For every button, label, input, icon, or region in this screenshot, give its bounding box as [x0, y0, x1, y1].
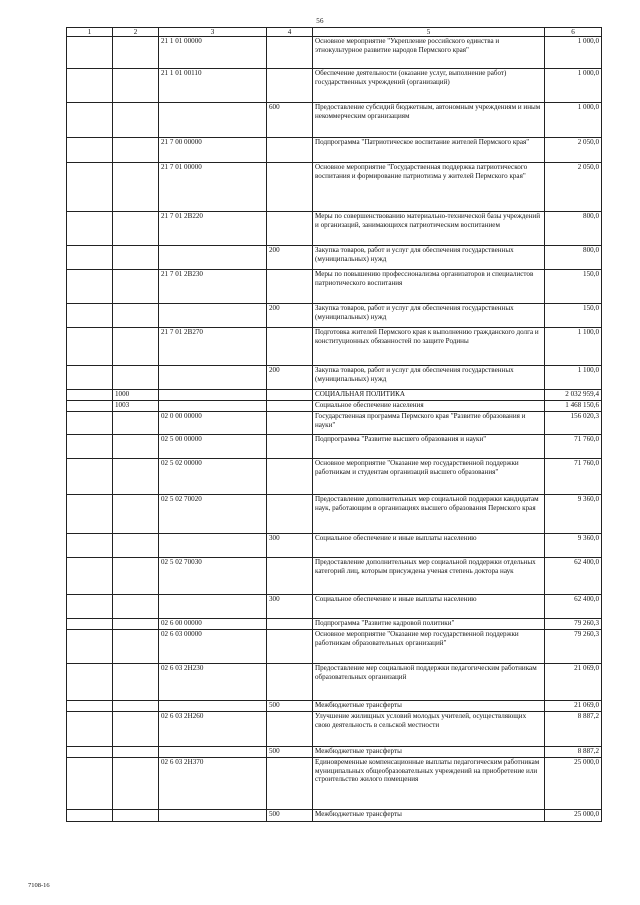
column-header-4: 4 [267, 28, 313, 37]
subsection-code-cell [113, 747, 159, 758]
expense-type-code-cell [267, 390, 313, 401]
amount-cell: 1 100,0 [545, 366, 602, 390]
amount-cell: 2 050,0 [545, 138, 602, 163]
subsection-code-cell [113, 534, 159, 558]
amount-cell: 21 069,0 [545, 701, 602, 712]
target-article-code-cell [159, 390, 267, 401]
table-row [67, 747, 602, 758]
section-code-cell [67, 664, 113, 701]
target-article-code-cell: 21 7 01 2В230 [159, 270, 267, 304]
expense-name-cell: Социальное обеспечение и иные выплаты населению [313, 534, 545, 558]
expense-type-code-cell [267, 435, 313, 459]
amount-cell: 79 260,3 [545, 619, 602, 630]
table-row [67, 270, 602, 304]
expense-type-code-cell [267, 630, 313, 664]
subsection-code-cell [113, 558, 159, 595]
table-row [67, 664, 602, 701]
subsection-code-cell [113, 459, 159, 495]
section-code-cell [67, 435, 113, 459]
subsection-code-cell [113, 366, 159, 390]
section-code-cell [67, 595, 113, 619]
target-article-code-cell: 02 6 00 00000 [159, 619, 267, 630]
section-code-cell [67, 712, 113, 747]
expense-type-code-cell [267, 212, 313, 246]
expense-name-cell: Подготовка жителей Пермского края к выполнению гражданского долга и конституционных обязанностей по защите Родины [313, 328, 545, 366]
subsection-code-cell [113, 412, 159, 435]
amount-cell: 9 360,0 [545, 534, 602, 558]
section-code-cell [67, 747, 113, 758]
expense-name-cell: Подпрограмма "Патриотическое воспитание жителей Пермского края" [313, 138, 545, 163]
subsection-code-cell: 1000 [113, 390, 159, 401]
section-code-cell [67, 619, 113, 630]
expense-name-cell: Социальное обеспечение населения [313, 401, 545, 412]
table-row [67, 37, 602, 69]
table-row [67, 435, 602, 459]
table-row [67, 401, 602, 412]
amount-cell: 62 400,0 [545, 558, 602, 595]
table-row [67, 701, 602, 712]
amount-cell: 1 468 150,6 [545, 401, 602, 412]
table-row [67, 495, 602, 534]
column-header-3: 3 [159, 28, 267, 37]
target-article-code-cell: 21 7 00 00000 [159, 138, 267, 163]
amount-cell: 79 260,3 [545, 630, 602, 664]
expense-name-cell: Закупка товаров, работ и услуг для обеспечения государственных (муниципальных) нужд [313, 304, 545, 328]
table-row [67, 810, 602, 822]
expense-name-cell: Закупка товаров, работ и услуг для обеспечения государственных (муниципальных) нужд [313, 366, 545, 390]
section-code-cell [67, 246, 113, 270]
target-article-code-cell: 21 1 01 00000 [159, 37, 267, 69]
table-row [67, 69, 602, 103]
subsection-code-cell [113, 138, 159, 163]
column-header-5: 5 [313, 28, 545, 37]
target-article-code-cell: 21 7 01 2В220 [159, 212, 267, 246]
expense-type-code-cell: 200 [267, 304, 313, 328]
target-article-code-cell: 02 5 02 70030 [159, 558, 267, 595]
subsection-code-cell [113, 630, 159, 664]
target-article-code-cell: 21 7 01 2В270 [159, 328, 267, 366]
amount-cell: 800,0 [545, 246, 602, 270]
subsection-code-cell [113, 619, 159, 630]
expense-name-cell: Межбюджетные трансферты [313, 747, 545, 758]
subsection-code-cell [113, 103, 159, 138]
amount-cell: 150,0 [545, 270, 602, 304]
amount-cell: 25 000,0 [545, 810, 602, 822]
budget-table [66, 27, 602, 822]
expense-name-cell: Межбюджетные трансферты [313, 701, 545, 712]
section-code-cell [67, 758, 113, 810]
subsection-code-cell [113, 495, 159, 534]
expense-type-code-cell [267, 495, 313, 534]
table-row [67, 390, 602, 401]
section-code-cell [67, 459, 113, 495]
table-row [67, 712, 602, 747]
target-article-code-cell [159, 246, 267, 270]
expense-type-code-cell [267, 37, 313, 69]
table-row [67, 630, 602, 664]
expense-name-cell: Улучшение жилищных условий молодых учителей, осуществляющих свою деятельность в сельской местности [313, 712, 545, 747]
amount-cell: 21 069,0 [545, 664, 602, 701]
target-article-code-cell [159, 534, 267, 558]
expense-type-code-cell [267, 758, 313, 810]
expense-type-code-cell: 600 [267, 103, 313, 138]
expense-name-cell: Основное мероприятие "Оказание мер государственной поддержки работникам и студентам организаций высшего образования" [313, 459, 545, 495]
section-code-cell [67, 37, 113, 69]
expense-type-code-cell: 500 [267, 747, 313, 758]
expense-name-cell: Предоставление дополнительных мер социальной поддержки кандидатам наук, работающим в организациях высшего образования Пермского края [313, 495, 545, 534]
target-article-code-cell: 21 7 01 00000 [159, 163, 267, 212]
expense-type-code-cell [267, 163, 313, 212]
expense-name-cell: Предоставление мер социальной поддержки педагогическим работникам образовательных организаций [313, 664, 545, 701]
expense-name-cell: Единовременные компенсационные выплаты педагогическим работникам муниципальных общеобразовательных учреждений на приобретение или строительство жилого помещения [313, 758, 545, 810]
amount-cell: 71 760,0 [545, 459, 602, 495]
section-code-cell [67, 138, 113, 163]
subsection-code-cell [113, 810, 159, 822]
amount-cell: 9 360,0 [545, 495, 602, 534]
subsection-code-cell [113, 163, 159, 212]
expense-type-code-cell [267, 558, 313, 595]
expense-name-cell: Закупка товаров, работ и услуг для обеспечения государственных (муниципальных) нужд [313, 246, 545, 270]
expense-type-code-cell [267, 328, 313, 366]
amount-cell: 1 000,0 [545, 69, 602, 103]
table-row [67, 328, 602, 366]
target-article-code-cell: 02 0 00 00000 [159, 412, 267, 435]
table-row [67, 459, 602, 495]
expense-type-code-cell [267, 459, 313, 495]
expense-type-code-cell: 200 [267, 366, 313, 390]
expense-name-cell: Меры по повышению профессионализма организаторов и специалистов патриотического воспитания [313, 270, 545, 304]
amount-cell: 156 020,3 [545, 412, 602, 435]
section-code-cell [67, 212, 113, 246]
target-article-code-cell [159, 366, 267, 390]
subsection-code-cell [113, 212, 159, 246]
column-header-6: 6 [545, 28, 602, 37]
target-article-code-cell: 02 5 00 00000 [159, 435, 267, 459]
amount-cell: 8 887,2 [545, 747, 602, 758]
section-code-cell [67, 163, 113, 212]
table-row [67, 246, 602, 270]
expense-type-code-cell: 500 [267, 810, 313, 822]
amount-cell: 1 000,0 [545, 37, 602, 69]
target-article-code-cell: 02 5 02 70020 [159, 495, 267, 534]
section-code-cell [67, 495, 113, 534]
table-row [67, 758, 602, 810]
target-article-code-cell: 02 6 03 2Н230 [159, 664, 267, 701]
amount-cell: 2 032 959,4 [545, 390, 602, 401]
expense-type-code-cell [267, 664, 313, 701]
amount-cell: 1 100,0 [545, 328, 602, 366]
expense-type-code-cell [267, 69, 313, 103]
expense-name-cell: СОЦИАЛЬНАЯ ПОЛИТИКА [313, 390, 545, 401]
section-code-cell [67, 810, 113, 822]
table-row [67, 366, 602, 390]
expense-name-cell: Подпрограмма "Развитие кадровой политики" [313, 619, 545, 630]
section-code-cell [67, 103, 113, 138]
expense-name-cell: Предоставление субсидий бюджетным, автономным учреждениям и иным некоммерческим организациям [313, 103, 545, 138]
target-article-code-cell: 02 5 02 00000 [159, 459, 267, 495]
subsection-code-cell [113, 664, 159, 701]
subsection-code-cell [113, 758, 159, 810]
subsection-code-cell [113, 595, 159, 619]
section-code-cell [67, 630, 113, 664]
amount-cell: 71 760,0 [545, 435, 602, 459]
amount-cell: 25 000,0 [545, 758, 602, 810]
table-row [67, 212, 602, 246]
section-code-cell [67, 412, 113, 435]
section-code-cell [67, 366, 113, 390]
subsection-code-cell [113, 37, 159, 69]
target-article-code-cell [159, 595, 267, 619]
target-article-code-cell [159, 304, 267, 328]
subsection-code-cell [113, 246, 159, 270]
column-header-2: 2 [113, 28, 159, 37]
subsection-code-cell [113, 435, 159, 459]
section-code-cell [67, 701, 113, 712]
section-code-cell [67, 558, 113, 595]
table-row [67, 138, 602, 163]
expense-type-code-cell: 500 [267, 701, 313, 712]
expense-type-code-cell [267, 138, 313, 163]
subsection-code-cell [113, 328, 159, 366]
amount-cell: 1 000,0 [545, 103, 602, 138]
expense-name-cell: Подпрограмма "Развитие высшего образования и науки" [313, 435, 545, 459]
expense-name-cell: Социальное обеспечение и иные выплаты населению [313, 595, 545, 619]
expense-name-cell: Обеспечение деятельности (оказание услуг, выполнение работ) государственных учреждений (организаций) [313, 69, 545, 103]
amount-cell: 8 887,2 [545, 712, 602, 747]
amount-cell: 150,0 [545, 304, 602, 328]
column-header-1: 1 [67, 28, 113, 37]
target-article-code-cell [159, 701, 267, 712]
section-code-cell [67, 270, 113, 304]
expense-type-code-cell [267, 401, 313, 412]
section-code-cell [67, 390, 113, 401]
expense-type-code-cell [267, 412, 313, 435]
subsection-code-cell [113, 304, 159, 328]
footer-code: 7108-16 [28, 882, 50, 889]
table-body [67, 37, 602, 822]
table-row [67, 595, 602, 619]
expense-name-cell: Основное мероприятие "Оказание мер государственной поддержки работникам образовательных организаций" [313, 630, 545, 664]
subsection-code-cell [113, 712, 159, 747]
section-code-cell [67, 534, 113, 558]
expense-type-code-cell: 300 [267, 595, 313, 619]
expense-name-cell: Основное мероприятие "Государственная поддержка патриотического воспитания и формирование патриотизма у жителей Пермского края" [313, 163, 545, 212]
expense-type-code-cell [267, 712, 313, 747]
table-row [67, 103, 602, 138]
target-article-code-cell: 02 6 03 00000 [159, 630, 267, 664]
target-article-code-cell [159, 747, 267, 758]
target-article-code-cell: 02 6 03 2Н370 [159, 758, 267, 810]
page-number: 56 [316, 17, 324, 25]
expense-name-cell: Межбюджетные трансферты [313, 810, 545, 822]
target-article-code-cell: 02 6 03 2Н260 [159, 712, 267, 747]
amount-cell: 62 400,0 [545, 595, 602, 619]
subsection-code-cell [113, 701, 159, 712]
section-code-cell [67, 401, 113, 412]
expense-name-cell: Предоставление дополнительных мер социальной поддержки отдельных категорий лиц, которым присуждена ученая степень доктора наук [313, 558, 545, 595]
expense-type-code-cell [267, 270, 313, 304]
expense-name-cell: Основное мероприятие "Укрепление российского единства и этнокультурное развитие народов Пермского края" [313, 37, 545, 69]
table-row [67, 558, 602, 595]
target-article-code-cell [159, 810, 267, 822]
table-header-row [67, 28, 602, 37]
amount-cell: 2 050,0 [545, 163, 602, 212]
subsection-code-cell [113, 270, 159, 304]
section-code-cell [67, 328, 113, 366]
section-code-cell [67, 304, 113, 328]
table-row [67, 412, 602, 435]
amount-cell: 800,0 [545, 212, 602, 246]
table-row [67, 619, 602, 630]
target-article-code-cell [159, 103, 267, 138]
expense-name-cell: Государственная программа Пермского края "Развитие образования и науки" [313, 412, 545, 435]
expense-type-code-cell: 300 [267, 534, 313, 558]
subsection-code-cell: 1003 [113, 401, 159, 412]
expense-type-code-cell: 200 [267, 246, 313, 270]
expense-name-cell: Меры по совершенствованию материально-технической базы учреждений и организаций, занимающихся патриотическим воспитанием [313, 212, 545, 246]
table-row [67, 534, 602, 558]
table-row [67, 304, 602, 328]
target-article-code-cell: 21 1 01 00110 [159, 69, 267, 103]
table-row [67, 163, 602, 212]
expense-type-code-cell [267, 619, 313, 630]
target-article-code-cell [159, 401, 267, 412]
section-code-cell [67, 69, 113, 103]
subsection-code-cell [113, 69, 159, 103]
